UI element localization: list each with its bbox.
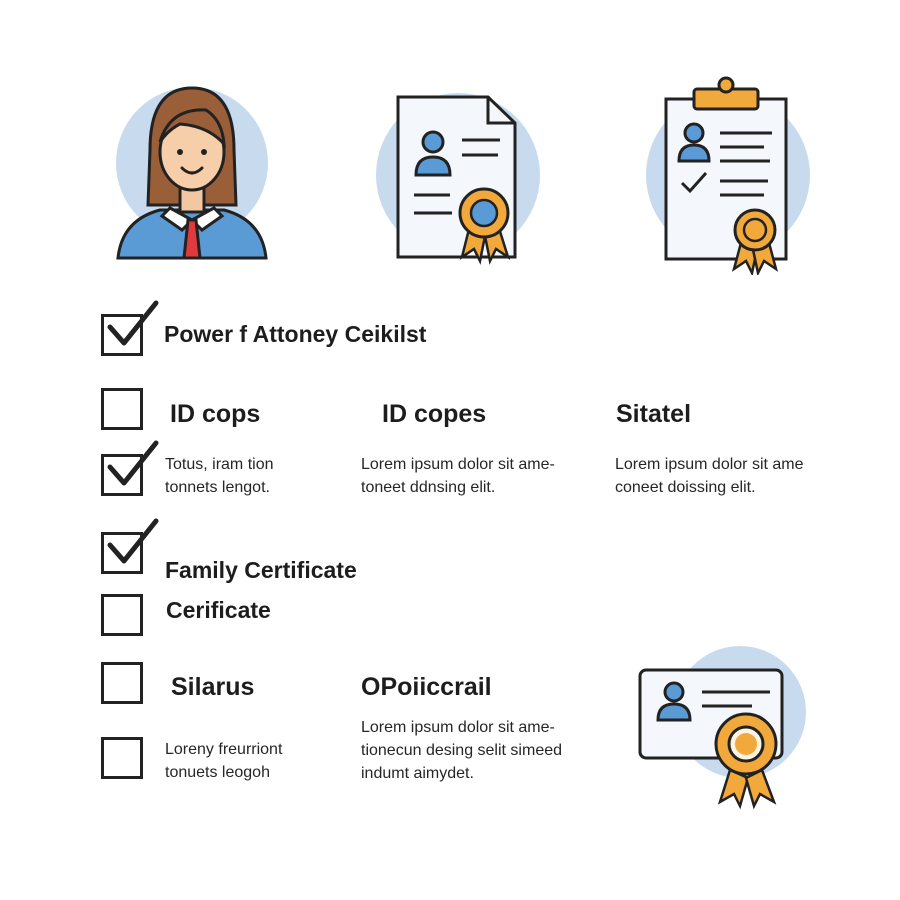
section-heading-sitatel: Sitatel [616,400,692,428]
text-line: toneet ddnsing elit. [361,479,496,496]
text-line: Loreny freurriont [165,741,283,758]
section-heading-official: OPoiiccrail [361,673,492,701]
text-line: Lorem ipsum dolor sit ame- [361,719,555,736]
certificate-document-illustration [370,85,545,270]
section-text-status [165,738,282,784]
section-text-official [361,716,562,785]
text-line: Lorem ipsum dolor sit ame- [361,456,555,473]
text-line: tonuets leogoh [165,764,270,781]
certificate-document-icon [370,85,545,270]
woman-avatar-illustration [110,80,280,265]
section-text-id-copes [361,453,555,499]
text-line: Totus, iram tion [165,456,274,473]
checkbox-family-certificate[interactable] [101,532,143,574]
text-line: indumt aimydet. [361,765,474,782]
text-line: tionecun desing selit simeed [361,742,563,759]
checkbox-certificate[interactable] [101,594,143,636]
section-heading-id-cops: ID cops [170,400,261,428]
clipboard-illustration [640,75,815,275]
checklist-title: Power f Attoney Ceikilst [164,321,427,347]
id-card-illustration [630,640,810,810]
section-heading-status: Silarus [171,673,255,701]
section-heading-family-certificate: Family Certificate [165,557,357,583]
checkbox-id-copies[interactable] [101,388,143,430]
clipboard-checklist-icon [640,75,815,275]
checkmark-icon [106,443,162,493]
checkbox-status-description[interactable] [101,737,143,779]
section-heading-id-copes: ID copes [382,400,487,428]
checkbox-id-description[interactable] [101,454,143,496]
id-card-badge-icon [630,640,810,810]
checkmark-icon [106,521,162,571]
section-heading-certificate: Cerificate [166,597,271,623]
section-text-id-cops [165,453,273,499]
checkmark-icon [106,303,162,353]
woman-avatar-icon [110,80,280,265]
text-line: Lorem ipsum dolor sit ame [615,456,804,473]
text-line: coneet doissing elit. [615,479,756,496]
section-text-sitatel [615,453,804,499]
checkbox-status[interactable] [101,662,143,704]
text-line: tonnets lengot. [165,479,270,496]
checkbox-title[interactable] [101,314,143,356]
